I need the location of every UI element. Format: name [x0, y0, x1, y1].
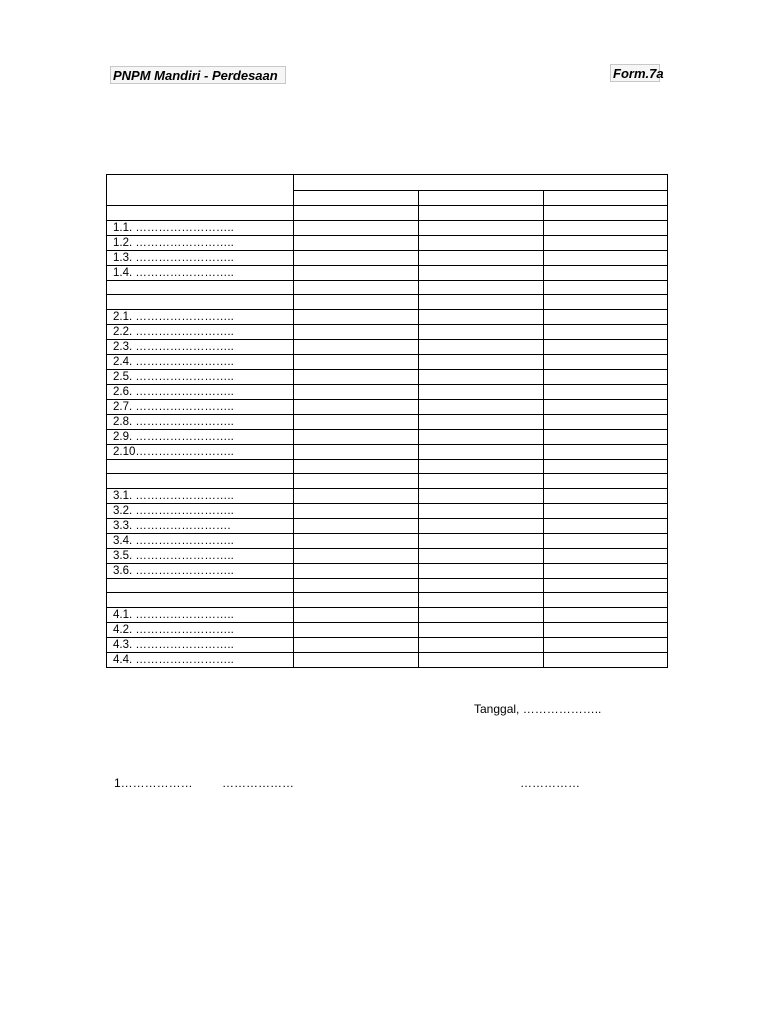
signature-line-1: 1………………: [114, 776, 193, 790]
value-cell: [544, 429, 668, 444]
table-row: [107, 533, 668, 548]
value-cell: [294, 309, 419, 324]
value-cell: [544, 652, 668, 667]
header-cell-group: [294, 175, 668, 191]
row-label-cell: 4.2. ……………………..: [107, 622, 294, 637]
value-cell: [419, 354, 544, 369]
value-cell: [419, 295, 544, 310]
table-row: [107, 622, 668, 637]
value-cell: [419, 622, 544, 637]
table-row: [107, 474, 668, 489]
value-cell: [419, 384, 544, 399]
value-cell: [419, 414, 544, 429]
value-cell: [419, 607, 544, 622]
value-cell: [419, 280, 544, 295]
value-cell: [544, 250, 668, 265]
value-cell: [294, 607, 419, 622]
value-cell: [419, 399, 544, 414]
value-cell: [419, 474, 544, 489]
value-cell: [544, 533, 668, 548]
value-cell: [419, 429, 544, 444]
value-cell: [294, 563, 419, 578]
table-row: [107, 235, 668, 250]
value-cell: [419, 533, 544, 548]
row-label-cell: 2.7. ……………………..: [107, 399, 294, 414]
signature-line-2: ………………: [222, 776, 294, 790]
program-name-label: PNPM Mandiri - Perdesaan: [110, 66, 286, 84]
value-cell: [544, 563, 668, 578]
table-row: [107, 444, 668, 459]
value-cell: [544, 354, 668, 369]
signature-line-3: ……………: [520, 776, 580, 790]
table-row: [107, 518, 668, 533]
value-cell: [294, 324, 419, 339]
value-cell: [544, 414, 668, 429]
row-label-cell: [107, 474, 294, 489]
value-cell: [419, 265, 544, 280]
value-cell: [544, 220, 668, 235]
value-cell: [419, 563, 544, 578]
value-cell: [544, 309, 668, 324]
table-row: [107, 459, 668, 474]
table-row: [107, 548, 668, 563]
value-cell: [419, 235, 544, 250]
header-cell-col-1: [294, 190, 419, 206]
row-label-cell: 2.2. ……………………..: [107, 324, 294, 339]
row-label-cell: 2.9. ……………………..: [107, 429, 294, 444]
value-cell: [544, 206, 668, 221]
value-cell: [294, 280, 419, 295]
table-row: [107, 593, 668, 608]
row-label-cell: 2.4. ……………………..: [107, 354, 294, 369]
row-label-cell: 2.5. ……………………..: [107, 369, 294, 384]
value-cell: [544, 339, 668, 354]
value-cell: [419, 503, 544, 518]
value-cell: [419, 369, 544, 384]
value-cell: [419, 578, 544, 593]
value-cell: [544, 503, 668, 518]
value-cell: [419, 652, 544, 667]
row-label-cell: 2.10……………………..: [107, 444, 294, 459]
value-cell: [544, 280, 668, 295]
header-cell-col-3: [544, 190, 668, 206]
value-cell: [544, 399, 668, 414]
table-row: [107, 354, 668, 369]
value-cell: [544, 637, 668, 652]
value-cell: [419, 444, 544, 459]
value-cell: [294, 548, 419, 563]
table-row: [107, 206, 668, 221]
value-cell: [294, 250, 419, 265]
value-cell: [294, 533, 419, 548]
value-cell: [544, 265, 668, 280]
table-row: [107, 652, 668, 667]
value-cell: [544, 459, 668, 474]
row-label-cell: [107, 280, 294, 295]
table-row: [107, 384, 668, 399]
table-row: [107, 429, 668, 444]
value-cell: [419, 309, 544, 324]
table-row: [107, 563, 668, 578]
row-label-cell: [107, 206, 294, 221]
value-cell: [544, 622, 668, 637]
table-row: [107, 503, 668, 518]
table-header-row: [107, 175, 668, 191]
row-label-cell: 3.6. ……………………..: [107, 563, 294, 578]
value-cell: [544, 518, 668, 533]
table-row: [107, 414, 668, 429]
value-cell: [294, 652, 419, 667]
date-line: Tanggal, ………………..: [474, 702, 602, 716]
row-label-cell: 2.3. ……………………..: [107, 339, 294, 354]
row-label-cell: 3.5. ……………………..: [107, 548, 294, 563]
row-label-cell: 3.4. ……………………..: [107, 533, 294, 548]
value-cell: [294, 459, 419, 474]
table-row: [107, 578, 668, 593]
value-cell: [544, 488, 668, 503]
value-cell: [294, 414, 419, 429]
value-cell: [544, 235, 668, 250]
table-row: [107, 265, 668, 280]
value-cell: [419, 339, 544, 354]
value-cell: [419, 593, 544, 608]
value-cell: [294, 354, 419, 369]
value-cell: [419, 518, 544, 533]
value-cell: [419, 637, 544, 652]
table-row: [107, 220, 668, 235]
form-code-label: Form.7a: [610, 64, 660, 82]
value-cell: [419, 220, 544, 235]
row-label-cell: 4.1. ……………………..: [107, 607, 294, 622]
table-row: [107, 324, 668, 339]
value-cell: [419, 324, 544, 339]
row-label-cell: 1.3. ……………………..: [107, 250, 294, 265]
value-cell: [544, 593, 668, 608]
value-cell: [544, 548, 668, 563]
value-cell: [294, 444, 419, 459]
value-cell: [544, 384, 668, 399]
row-label-cell: 1.2. ……………………..: [107, 235, 294, 250]
value-cell: [294, 578, 419, 593]
value-cell: [294, 206, 419, 221]
value-cell: [294, 474, 419, 489]
form-table: [106, 174, 668, 668]
table-row: [107, 295, 668, 310]
value-cell: [294, 235, 419, 250]
value-cell: [419, 206, 544, 221]
value-cell: [294, 518, 419, 533]
value-cell: [294, 399, 419, 414]
table-row: [107, 488, 668, 503]
value-cell: [544, 444, 668, 459]
row-label-cell: 3.1. ……………………..: [107, 488, 294, 503]
table-row: [107, 339, 668, 354]
row-label-cell: 3.2. ……………………..: [107, 503, 294, 518]
value-cell: [419, 548, 544, 563]
table-row: [107, 250, 668, 265]
value-cell: [294, 295, 419, 310]
value-cell: [544, 578, 668, 593]
value-cell: [294, 503, 419, 518]
value-cell: [294, 488, 419, 503]
value-cell: [419, 250, 544, 265]
table-row: [107, 369, 668, 384]
row-label-cell: [107, 578, 294, 593]
table-row: [107, 280, 668, 295]
table-row: [107, 637, 668, 652]
value-cell: [419, 459, 544, 474]
value-cell: [294, 339, 419, 354]
value-cell: [544, 295, 668, 310]
value-cell: [419, 488, 544, 503]
value-cell: [544, 607, 668, 622]
row-label-cell: 2.8. ……………………..: [107, 414, 294, 429]
row-label-cell: [107, 593, 294, 608]
table-row: [107, 607, 668, 622]
table-row: [107, 399, 668, 414]
row-label-cell: 3.3. …………………….: [107, 518, 294, 533]
row-label-cell: 1.1. ……………………..: [107, 220, 294, 235]
header-cell-col-2: [419, 190, 544, 206]
row-label-cell: [107, 459, 294, 474]
row-label-cell: [107, 295, 294, 310]
value-cell: [544, 369, 668, 384]
row-label-cell: 4.4. ……………………..: [107, 652, 294, 667]
row-label-cell: 2.1. ……………………..: [107, 309, 294, 324]
value-cell: [294, 637, 419, 652]
value-cell: [544, 324, 668, 339]
table-row: [107, 309, 668, 324]
value-cell: [294, 369, 419, 384]
value-cell: [294, 220, 419, 235]
value-cell: [294, 265, 419, 280]
value-cell: [294, 593, 419, 608]
value-cell: [544, 474, 668, 489]
value-cell: [294, 384, 419, 399]
value-cell: [294, 622, 419, 637]
header-cell-item: [107, 175, 294, 206]
value-cell: [294, 429, 419, 444]
row-label-cell: 2.6. ……………………..: [107, 384, 294, 399]
row-label-cell: 4.3. ……………………..: [107, 637, 294, 652]
row-label-cell: 1.4. ……………………..: [107, 265, 294, 280]
